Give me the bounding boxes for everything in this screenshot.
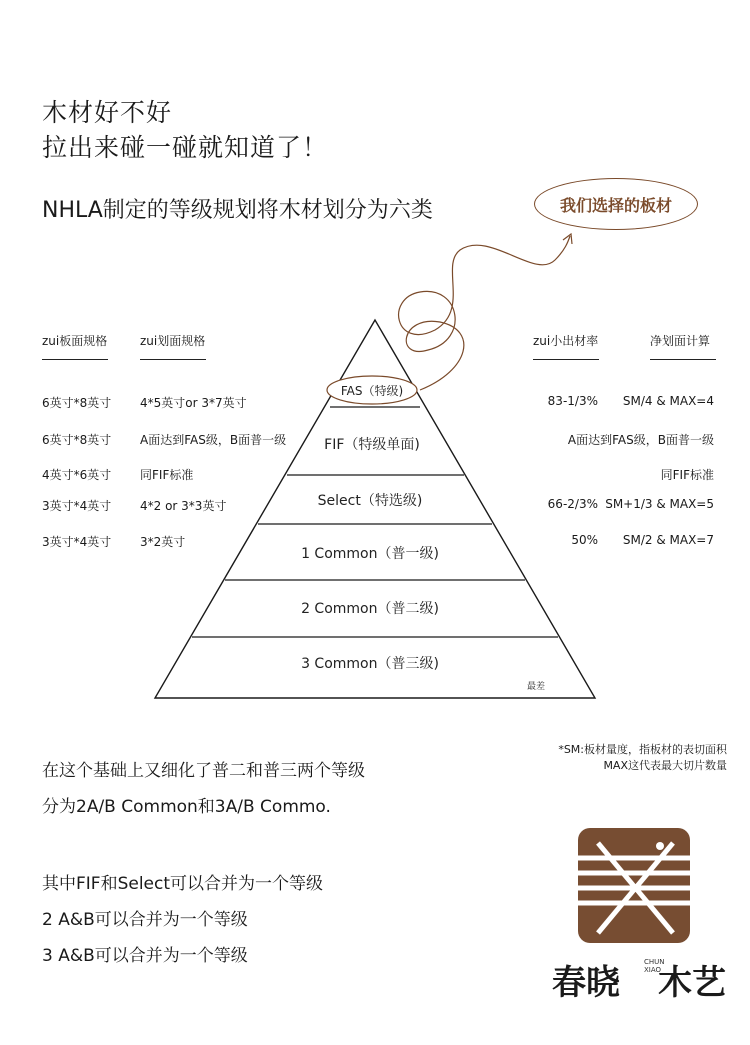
brand-logo-mark [578,828,690,943]
yield-2common: 50% [571,533,598,547]
brand-name-left: 春晓 [552,963,620,1003]
body-paragraph-3: 其中FIF和Select可以合并为一个等级 [42,874,324,894]
yield-1common: 66-2/3% [547,497,598,511]
board-spec-fas: 6英寸*8英寸 [42,396,112,410]
cut-spec-fif: A面达到FAS级，B面普一级 [140,433,287,447]
yield-fas: 83-1/3% [547,394,598,408]
grade-1common: 1 Common（普一级) [301,546,439,562]
cut-spec-fas: 4*5英寸or 3*7英寸 [140,396,247,410]
body-paragraph-4: 2 A&B可以合并为一个等级 [42,910,248,930]
grade-fas: FAS（特级) [340,384,404,398]
board-spec-fif: 6英寸*8英寸 [42,433,112,447]
board-spec-2common: 3英寸*4英寸 [42,535,112,549]
worst-label: 最差 [527,682,546,692]
calc-fif: A面达到FAS级，B面普一级 [567,433,714,447]
col-header-board-spec: zui板面规格 [42,334,108,348]
headline-line-1: 木材好不好 [42,98,173,127]
brand-tag: CHUN XIAO [644,958,665,974]
brand-name-right: 木艺 [658,963,726,1003]
body-paragraph-5: 3 A&B可以合并为一个等级 [42,946,248,966]
col-header-yield: zui小出材率 [533,334,599,348]
grade-select: Select（特选级) [317,493,423,509]
board-spec-1common: 3英寸*4英寸 [42,499,112,513]
cut-spec-select: 同FIF标准 [140,468,194,482]
calc-2common: SM/2 & MAX=7 [622,533,714,547]
footnote-line-1: *SM:板材量度，指板材的表切面积 [558,743,727,756]
subtitle: NHLA制定的等级规划将木材划分为六类 [42,198,433,223]
body-paragraph-1: 在这个基础上又细化了普二和普三两个等级 [42,761,365,781]
cut-spec-1common: 4*2 or 3*3英寸 [140,499,227,513]
calc-select: 同FIF标准 [660,468,714,482]
grade-2common: 2 Common（普二级) [301,601,439,617]
board-spec-select: 4英寸*6英寸 [42,468,112,482]
grade-3common: 3 Common（普三级) [301,656,439,672]
col-header-cut-spec: zui划面规格 [140,334,206,348]
badge-label: 我们选择的板材 [559,195,672,215]
body-paragraph-2: 分为2A/B Common和3A/B Commo. [42,797,331,817]
grade-fif: FIF（特级单面) [324,437,420,453]
calc-1common: SM+1/3 & MAX=5 [605,497,714,511]
logo-wood-grain-icon [578,828,690,943]
calc-fas: SM/4 & MAX=4 [622,394,714,408]
cut-spec-2common: 3*2英寸 [140,535,186,549]
col-header-net-calc: 净划面计算 [650,334,711,348]
headline-line-2: 拉出来碰一碰就知道了！ [42,133,329,162]
footnote-line-2: MAX这代表最大切片数量 [603,759,727,772]
